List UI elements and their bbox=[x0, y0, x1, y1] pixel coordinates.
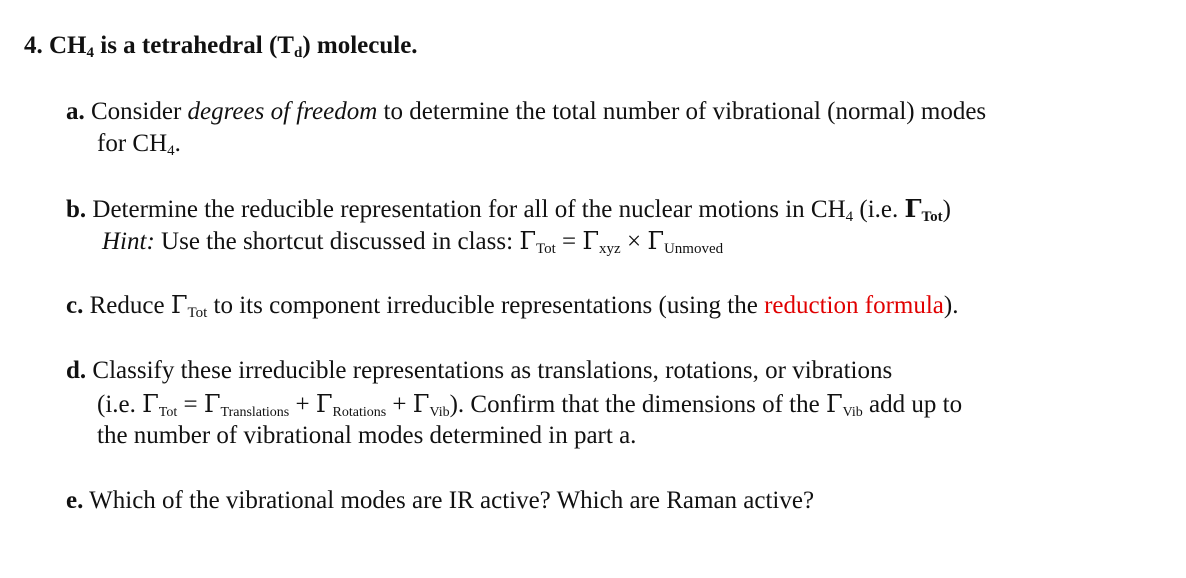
gamma-symbol: Γ bbox=[904, 194, 922, 223]
gamma-subscript: Rotations bbox=[332, 405, 387, 420]
part-a-text: . bbox=[174, 130, 181, 157]
part-a-emphasis: degrees of freedom bbox=[187, 98, 378, 125]
part-d-line-2 bbox=[97, 389, 962, 424]
gamma-subscript: Tot bbox=[158, 405, 178, 420]
part-b-hint bbox=[102, 226, 723, 260]
part-d-text: (i.e. bbox=[97, 391, 143, 418]
part-a-line-2 bbox=[97, 129, 181, 162]
gamma-symbol: Γ bbox=[203, 390, 221, 418]
part-e-label: e. bbox=[66, 487, 84, 514]
part-d-text: Classify these irreducible representations as translations, rotations, or vibrations bbox=[86, 357, 893, 384]
gamma-symbol: Γ bbox=[519, 227, 536, 255]
part-a-label: a. bbox=[66, 98, 85, 125]
title-text: ) molecule. bbox=[302, 32, 418, 59]
part-e-text: Which of the vibrational modes are IR active? Which are Raman active? bbox=[83, 487, 815, 514]
part-a-line-1 bbox=[66, 97, 986, 127]
title-subscript: 4 bbox=[86, 45, 94, 61]
part-e-line-1 bbox=[66, 486, 814, 516]
times-sign: × bbox=[620, 228, 648, 255]
equals-sign: = bbox=[555, 228, 583, 255]
part-b-line-1 bbox=[66, 194, 951, 228]
part-b-text: ) bbox=[942, 196, 951, 223]
gamma-symbol: Γ bbox=[647, 227, 664, 255]
reduction-formula-link[interactable]: reduction formula bbox=[764, 292, 944, 319]
gamma-symbol: Γ bbox=[142, 390, 159, 418]
part-d-text: ). Confirm that the dimensions of the bbox=[449, 391, 826, 418]
gamma-subscript: xyz bbox=[599, 241, 621, 257]
gamma-symbol: Γ bbox=[315, 390, 333, 418]
hint-text: Use the shortcut discussed in class: bbox=[154, 228, 520, 255]
part-c-label: c. bbox=[66, 292, 84, 319]
part-a-subscript: 4 bbox=[167, 143, 175, 159]
gamma-subscript: Translations bbox=[220, 405, 290, 420]
gamma-symbol: Γ bbox=[412, 390, 430, 418]
gamma-subscript: Vib bbox=[429, 405, 450, 420]
gamma-subscript: Tot bbox=[535, 241, 556, 257]
part-a-text: Consider bbox=[84, 98, 188, 125]
gamma-symbol: Γ bbox=[825, 390, 843, 418]
part-d-line-3 bbox=[97, 421, 636, 451]
equals-sign: = bbox=[177, 391, 204, 418]
part-d-text: the number of vibrational modes determined in part a. bbox=[97, 422, 637, 449]
part-d-label: d. bbox=[66, 357, 87, 384]
gamma-subscript: Tot bbox=[921, 209, 943, 225]
problem-title bbox=[24, 31, 418, 64]
part-a-text: to determine the total number of vibrational (normal) modes bbox=[377, 98, 987, 125]
title-subscript: d bbox=[293, 45, 303, 61]
title-text: 4. CH bbox=[24, 32, 87, 59]
part-b-text: Determine the reducible representation for all of the nuclear motions in CH bbox=[86, 196, 846, 223]
part-d-line-1 bbox=[66, 356, 892, 386]
part-b-subscript: 4 bbox=[845, 209, 854, 225]
plus-sign: + bbox=[386, 391, 413, 418]
part-b-label: b. bbox=[66, 196, 87, 223]
gamma-subscript: Tot bbox=[187, 305, 208, 321]
plus-sign: + bbox=[289, 391, 316, 418]
part-c-text: Reduce bbox=[83, 292, 171, 319]
part-c-line-1 bbox=[66, 290, 958, 324]
hint-label: Hint: bbox=[102, 228, 155, 255]
gamma-symbol: Γ bbox=[170, 291, 188, 319]
part-c-text: to its component irreducible representations (using the bbox=[207, 292, 765, 319]
part-a-text: for CH bbox=[97, 130, 168, 157]
gamma-subscript: Unmoved bbox=[663, 241, 724, 257]
gamma-subscript: Vib bbox=[842, 405, 863, 420]
gamma-symbol: Γ bbox=[582, 227, 600, 255]
title-text: is a tetrahedral (T bbox=[94, 32, 294, 59]
part-c-text: ). bbox=[943, 292, 959, 319]
part-d-text: add up to bbox=[862, 391, 963, 418]
part-b-text: (i.e. bbox=[853, 196, 905, 223]
